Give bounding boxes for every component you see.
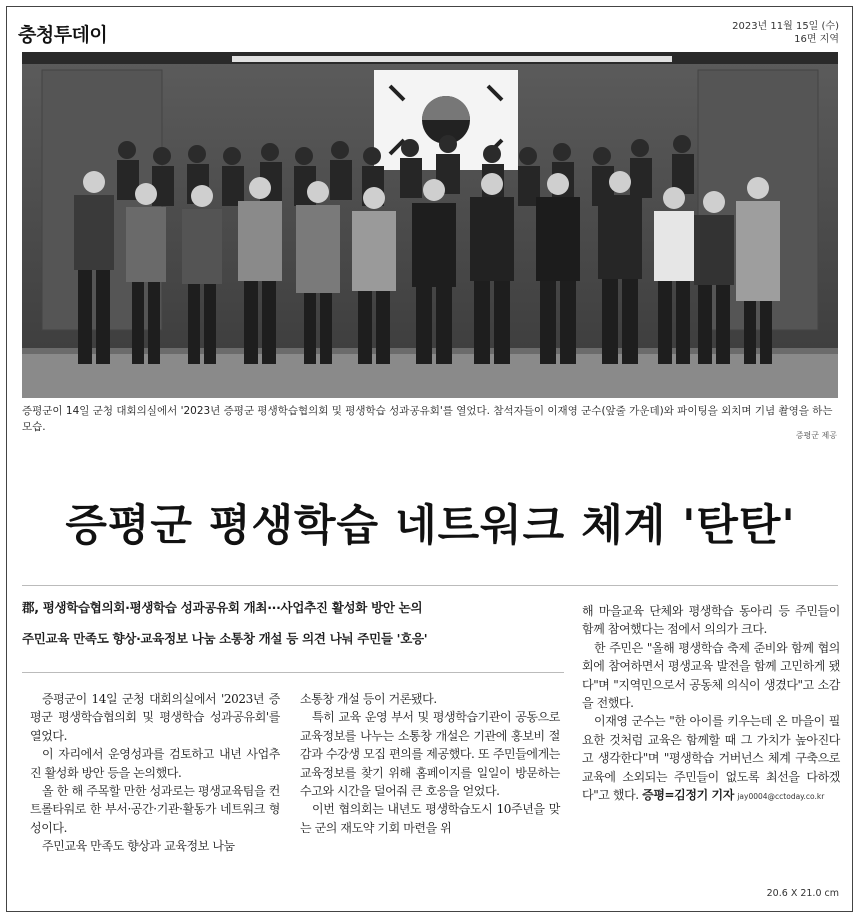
paragraph: 특히 교육 운영 부서 및 평생학습기관이 공동으로 교육정보를 나누는 소통창 개설은 기관에 홍보비 절감과 수강생 모집 편의를 제공했다. 또 주민들에게는 교육정보를 찾기 위해 홈페이지를 일일이 방문하는 수고와 시간을 덜어줘 큰 호응을 얻었다.: [300, 710, 560, 799]
byline: 증평=김정기 기자: [642, 788, 734, 803]
newspaper-name: 충청투데이: [18, 24, 108, 46]
dateline: [732, 20, 839, 46]
article-column-2: [300, 690, 560, 837]
divider: [22, 672, 564, 673]
paragraph: [582, 712, 840, 806]
paragraph: 주민교육 만족도 향상과 교육정보 나눔: [42, 839, 235, 854]
paragraph: 해 마을교육 단체와 평생학습 동아리 등 주민들이 함께 참여했다는 점에서 의의가 크다.: [582, 604, 840, 637]
photo-credit: 증평군 제공: [795, 431, 837, 440]
divider: [22, 585, 838, 586]
group-photo-illustration: [22, 52, 838, 398]
reporter-email: jay0004@cctoday.co.kr: [737, 792, 825, 802]
subheadline-2: 주민교육 만족도 향상·교육정보 나눔 소통창 개설 등 의견 나눠 주민들 '호응': [22, 631, 428, 646]
subheadline-1: 郡, 평생학습협의회·평생학습 성과공유회 개최···사업추진 활성화 방안 논의: [22, 600, 423, 615]
group-photo: [22, 52, 838, 398]
article-column-1: [30, 690, 280, 856]
paragraph: 소통창 개설 등이 거론됐다.: [300, 692, 437, 706]
paragraph: 이번 협의회는 내년도 평생학습도시 10주년을 맞는 군의 재도약 기회 마련을 위: [300, 802, 560, 835]
clip-size: 20.6 X 21.0 cm: [766, 888, 839, 899]
headline: 증평군 평생학습 네트워크 체계 '탄탄': [65, 501, 796, 551]
page-section: 16면 지역: [794, 34, 839, 45]
article-column-3: [582, 602, 840, 806]
publication-date: 2023년 11월 15일 (수): [732, 21, 839, 32]
paragraph-text: 이재영 군수는 "한 아이를 키우는데 온 마을이 필요한 것처럼 교육은 함께할 때 그 가치가 높아진다고 생각한다"며 "평생학습 거버넌스 체계 구축으로 교육에 소외되는 주민들이 없도록 최선을 다하겠다"고 했다.: [582, 714, 840, 803]
paragraph: 이 자리에서 운영성과를 검토하고 내년 사업추진 활성화 방안 등을 논의했다.: [30, 747, 280, 780]
paragraph: 증평군이 14일 군청 대회의실에서 '2023년 증평군 평생학습협의회 및 평생학습 성과공유회'를 열었다.: [30, 692, 280, 743]
paragraph: 한 주민은 "올해 평생학습 축제 준비와 함께 협의회에 참여하면서 평생교육 발전을 함께 고민하게 됐다"며 "지역민으로서 공동체 의식이 생겼다"고 소감을 전했다.: [582, 640, 840, 711]
paragraph: 올 한 해 주목할 만한 성과로는 평생교육팀을 컨트롤타워로 한 부서·공간·기관·활동가 네트워크 형성이다.: [30, 784, 280, 835]
photo-caption: 증평군이 14일 군청 대회의실에서 '2023년 증평군 평생학습협의회 및 평생학습 성과공유회'를 열었다. 참석자들이 이재영 군수(앞줄 가운데)와 파이팅을 외치며 기념 촬영을 하는 모습.: [22, 405, 833, 433]
